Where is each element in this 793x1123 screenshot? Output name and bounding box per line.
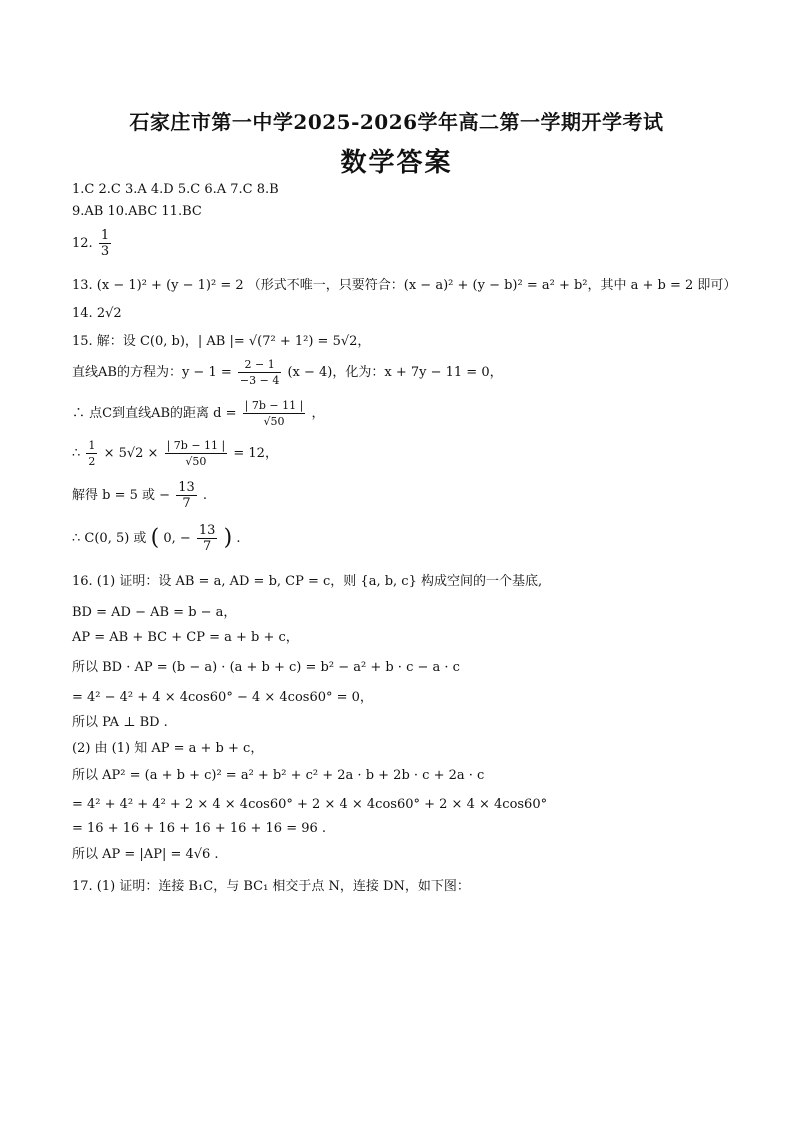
- choice-answers-line-2: 9.AB 10.ABC 11.BC: [72, 204, 202, 219]
- page-title: 石家庄市第一中学2025-2026学年高二第一学期开学考试: [129, 110, 664, 134]
- q15-line-3-numerator: | 7b − 11 |: [244, 399, 304, 412]
- page-subtitle: 数学答案: [340, 148, 453, 178]
- q14-value: 2√2: [96, 306, 122, 321]
- q17-line-1: 17. (1) 证明：连接 B₁C，与 BC₁ 相交于点 N，连接 DN，如下图：: [72, 879, 470, 894]
- q15-line-1: 15. 解：设 C(0, b)，| AB |= √(7² + 1²) = 5√2，: [72, 334, 371, 349]
- q15-line-6-numerator: 13: [198, 523, 216, 538]
- q15-line-3-fraction: [243, 398, 306, 429]
- q15-line-4-prefix: ∴: [72, 446, 81, 461]
- q16-line-7: (2) 由 (1) 知 AP = a + b + c，: [72, 741, 264, 756]
- q15-line-2-suffix: (x − 4)，化为：x + 7y − 11 = 0，: [287, 365, 503, 380]
- q15-line-4-suffix: = 12，: [233, 446, 278, 461]
- q15-line-6-prefix: ∴ C(0, 5) 或: [72, 531, 147, 546]
- q13-answer: 13. (x − 1)² + (y − 1)² = 2 （形式不唯一，只要符合：(x − a)² + (y − b)² = a² + b²，其中 a + b = 2 即可）: [72, 278, 737, 293]
- q15-line-2: [72, 357, 503, 388]
- q15-line-4-fraction-1: [86, 438, 97, 469]
- q16-line-11: 所以 AP = |AP| = 4√6 .: [72, 847, 219, 862]
- q15-line-5: [72, 480, 207, 511]
- q15-line-3-suffix: ，: [311, 406, 325, 421]
- q15-line-3-prefix: ∴ 点C到直线AB的距离 d =: [72, 406, 237, 421]
- q12-fraction: [99, 228, 111, 259]
- q15-line-3-denominator: √50: [263, 415, 285, 428]
- q15-line-4: [72, 438, 278, 469]
- q15-line-4-numerator-2: | 7b − 11 |: [166, 439, 226, 452]
- q12-numerator: 1: [100, 228, 110, 243]
- q15-line-4-numerator-1: 1: [88, 439, 96, 452]
- q15-line-5-denominator: 7: [182, 496, 191, 511]
- q15-line-6-denominator: 7: [203, 539, 212, 554]
- q15-line-4-denominator-1: 2: [88, 455, 96, 468]
- q15-line-6: [72, 523, 240, 554]
- choice-answers-line-1: 1.C 2.C 3.A 4.D 5.C 6.A 7.C 8.B: [72, 182, 279, 197]
- q15-line-5-prefix: 解得 b = 5 或 −: [72, 488, 171, 503]
- q12-answer: [72, 228, 113, 259]
- q15-line-5-suffix: .: [202, 488, 208, 503]
- q15-line-4-middle: × 5√2 ×: [103, 446, 159, 461]
- q12-label: 12.: [72, 236, 93, 251]
- q15-line-2-fraction: [238, 357, 281, 388]
- q16-line-9: = 4² + 4² + 4² + 2 × 4 × 4cos60° + 2 × 4 × 4cos60° + 2 × 4 × 4cos60°: [72, 797, 548, 812]
- q15-line-3: [72, 398, 324, 429]
- q16-line-8: 所以 AP² = (a + b + c)² = a² + b² + c² + 2a · b + 2b · c + 2a · c: [72, 768, 485, 783]
- q14-answer: [72, 305, 122, 323]
- q16-line-4: 所以 BD · AP = (b − a) · (a + b + c) = b² − a² + b · c − a · c: [72, 660, 460, 675]
- q16-line-5: = 4² − 4² + 4 × 4cos60° − 4 × 4cos60° = 0，: [72, 690, 373, 705]
- q15-line-6-fraction: [197, 523, 218, 554]
- q15-line-5-fraction: [176, 480, 197, 511]
- q15-line-5-numerator: 13: [178, 480, 195, 495]
- q16-line-1: 16. (1) 证明：设 AB = a, AD = b, CP = c，则 {a, b, c} 构成空间的一个基底,: [72, 574, 543, 589]
- q15-line-2-denominator: −3 − 4: [239, 374, 280, 387]
- q15-line-6-suffix: .: [236, 531, 241, 546]
- q16-line-3: AP = AB + BC + CP = a + b + c，: [72, 630, 299, 645]
- q12-denominator: 3: [100, 244, 110, 259]
- q15-line-2-prefix: 直线AB的方程为：y − 1 =: [72, 365, 232, 380]
- q15-line-4-denominator-2: √50: [185, 455, 207, 468]
- q15-line-4-fraction-2: [165, 438, 228, 469]
- q16-line-2: BD = AD − AB = b − a，: [72, 605, 237, 620]
- q16-line-6: 所以 PA ⊥ BD .: [72, 715, 168, 730]
- right-paren: ): [223, 525, 233, 551]
- q15-line-2-numerator: 2 − 1: [238, 357, 281, 373]
- q14-label: 14.: [72, 306, 93, 321]
- q16-line-10: = 16 + 16 + 16 + 16 + 16 + 16 = 96 .: [72, 821, 327, 836]
- q15-line-6-point: 0, −: [163, 531, 191, 546]
- left-paren: (: [150, 525, 160, 551]
